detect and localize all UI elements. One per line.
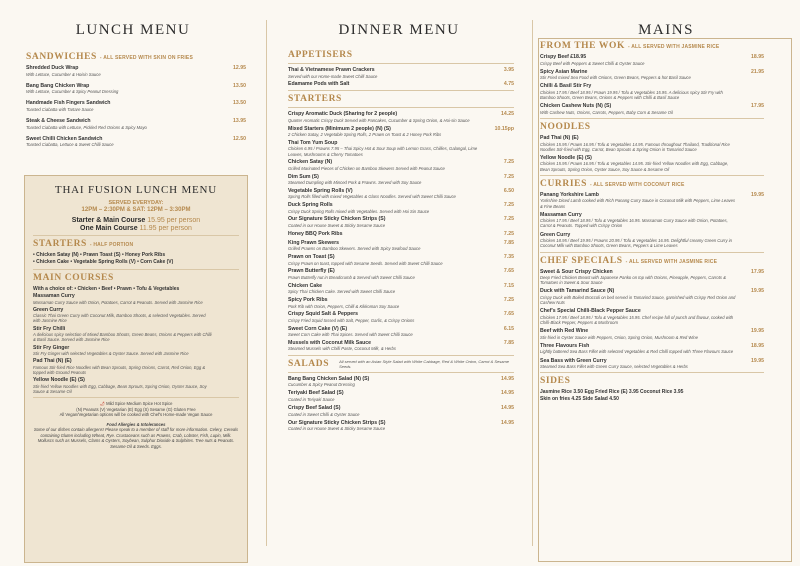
menu-item-price: 19.95 <box>751 328 764 335</box>
menu-item-price: 10.15pp <box>494 125 514 132</box>
menu-item-name: Bang Bang Chicken Wrap <box>26 82 90 89</box>
menu-item-desc: Grilled Marinated Pieces of Chicken on Bamboo Skewers Served with Peanut Sauce <box>288 165 445 171</box>
menu-item-price: 7.25 <box>503 297 514 304</box>
legend-spice: 🌶 Mild Spice Medium Spice Hot Spice <box>99 401 173 407</box>
menu-item-price: 7.65 <box>503 268 514 275</box>
menu-item <box>288 283 514 295</box>
menu-item <box>540 192 764 209</box>
menu-item-price: 7.65 <box>503 311 514 318</box>
menu-item <box>288 202 514 214</box>
menu-item <box>26 65 246 77</box>
menu-item-name: Dim Sum (S) <box>288 173 319 180</box>
menu-item <box>288 390 514 402</box>
menu-item-price: 7.25 <box>503 230 514 237</box>
menu-item-desc: Stir-fried in Oyster Sauce with Peppers, Onion, Spring Onion, Mushroom & Red Wine <box>540 334 698 340</box>
menu-item-name: Bang Bang Chicken Salad (N) (S) <box>288 375 370 382</box>
menu-item-price: 7.85 <box>503 239 514 246</box>
menu-item <box>33 293 239 305</box>
menu-item-name: King Prawn Skewers <box>288 239 340 246</box>
menu-item-desc: Grilled Prawns on Bamboo Skewers. Served with Spicy Seafood Sauce <box>288 246 421 252</box>
menu-item-desc: Chicken 17.95 / Beef 18.95 / Prawn 19.95 / Tofu & Vegetables 15.95. A delicious spicy Stir Fry with Bamboo Shoots, Green Beans, Onions & Peppers with Chilli & Basil Sauce <box>540 89 723 101</box>
menu-item-name: Thai Tom Yum Soup <box>288 139 338 146</box>
menu-item-name: Beef with Red Wine <box>540 328 589 335</box>
menu-item-name: Our Signature Sticky Chicken Strips (S) <box>288 419 386 426</box>
menu-item-name: Mussels with Coconut Milk Sauce <box>288 339 372 346</box>
fusion-box <box>24 175 248 563</box>
menu-item <box>540 308 764 325</box>
menu-item-price: 12.50 <box>233 135 246 142</box>
menu-item-desc: Sweet Corn Cake with Thai Spices. Served with Sweet Chilli Sauce <box>288 332 413 338</box>
menu-item <box>33 326 239 343</box>
menu-item <box>26 83 246 95</box>
lunch-starters-title: STARTERS <box>33 239 87 249</box>
menu-item-desc: Cucumber & Spicy Peanut Dressing <box>288 382 355 388</box>
wok-list <box>540 54 764 115</box>
offer-1: Starter & Main Course 15.95 per person <box>71 217 201 224</box>
menu-item <box>33 345 239 357</box>
menu-item <box>288 254 514 266</box>
menu-item-price: 13.50 <box>233 82 246 89</box>
menu-item <box>288 420 514 432</box>
menu-item-price: 14.95 <box>501 405 514 412</box>
menu-item-desc: Toasted Ciabatta, Lettuce & Sweet Chilli Sauce <box>26 142 114 148</box>
menu-item-name: Three Flavours Fish <box>540 342 590 349</box>
menu-item-name: Mixed Starters (Minimum 2 people) (N) (S) <box>288 125 391 132</box>
menu-item <box>540 54 764 66</box>
menu-item-name: Chilli & Basil Stir Fry <box>540 83 592 90</box>
wok-title: FROM THE WOK <box>540 41 625 51</box>
sides-title: SIDES <box>540 376 571 387</box>
served-hours: 12PM – 2:30PM & SAT: 12PM – 3:30PM <box>81 207 191 213</box>
menu-item-desc: Massaman Curry Sauce with Onion, Potatoes, Carrot & Peanuts. Served with Jasmine Rice <box>33 299 203 305</box>
offer-2: One Main Course 11.95 per person <box>80 225 192 232</box>
menu-item-name: Handmade Fish Fingers Sandwich <box>26 100 111 107</box>
menu-item <box>26 136 246 148</box>
menu-item <box>288 240 514 252</box>
menu-item <box>288 376 514 388</box>
menu-item-desc: Steamed Sea Bass Fillet with Green Curry Sauce, selected Vegetables & Herbs <box>540 364 688 370</box>
menu-item <box>288 216 514 228</box>
menu-item <box>540 135 764 152</box>
menu-item-name: Sweet & Sour Crispy Chicken <box>540 268 613 275</box>
menu-item-name: Spicy Pork Ribs <box>288 297 328 304</box>
menu-item-name: Sea Bass with Green Curry <box>540 357 607 364</box>
menu-item-name: Crispy Beef £18.95 <box>540 54 587 60</box>
menu-item-name: Crispy Squid Salt & Peppers <box>288 311 359 318</box>
menu-item-name: Chicken Cashew Nuts (N) (S) <box>540 103 612 110</box>
menu-item-desc: Steamed Dumpling with Minced Pork & Prawns. Served with Soy Sauce <box>288 180 422 186</box>
menu-item-price: 14.95 <box>501 390 514 397</box>
menu-item-name: Yellow Noodle (E) (S) <box>540 154 592 161</box>
allergy-text: Some of our dishes contain allergens! Please speak to a member of staff for more information. Celery, Cereals containing Gluten including Wheat, Rye. Crustaceans such as Prawns, Crab, Lobster, Fish, Lupin, Milk. Molluscs such as Mussels, Clams & Oysters, Soybean, Sulphur Dioxide & Sulphites. Tree nuts & Peanuts. Sesame Oil & Seeds. Eggs. <box>33 427 239 449</box>
menu-item-desc: Stir Fried mixed Sea Food with Onions, Green Beans, Peppers & hot Basil Sauce <box>540 75 691 81</box>
menu-item-price: 6.15 <box>503 325 514 332</box>
sandwiches-sub: - ALL SERVED WITH SKIN ON FRIES <box>99 55 193 61</box>
menu-item <box>288 231 514 238</box>
menu-item-price: 7.15 <box>503 282 514 289</box>
menu-item-desc: Served with our Home-made Sweet Chilli Sauce <box>288 73 378 79</box>
menu-item-name: Honey BBQ Pork Ribs <box>288 230 343 237</box>
menu-item-desc: Toasted Ciabatta with Tartare Sauce <box>26 106 94 112</box>
menu-item-desc: Lightly battered Sea Bass Fillet with selected Vegetables & Red Chilli topped with Three Flavours Sauce <box>540 349 734 355</box>
menu-item-name: Green Curry <box>33 306 64 313</box>
menu-item-name: Chef's Special Chilli-Black Pepper Sauce <box>540 308 641 315</box>
menu-item-price: 19.95 <box>751 191 764 198</box>
curry-list <box>540 192 764 249</box>
menu-item-desc: Deep Fried Chicken Breast with Japanese Panko on top with Onions, Pineapple, Peppers, Carrots & Tomatoes in Sweet & Sour Sauce <box>540 275 726 286</box>
salads-title: SALADS <box>288 358 330 369</box>
menu-item-desc: Steamed Mussels with Chilli Paste, Coconut Milk, & Herbs <box>288 346 396 352</box>
menu-item-desc: 2 Chicken Satay, 2 Vegetable Spring Rolls, 2 Prawn on Toast & 2 Honey Pork Ribs <box>288 132 442 137</box>
menu-item-desc: Crispy Duck with Boiled Broccoli on bed served in Tamarind Sauce, garnished with Crispy Red Onion and Cashew Nuts <box>540 294 736 306</box>
menu-item <box>288 340 514 352</box>
menu-item-desc: Prawn Butterfly nut in Breadcrumb & Served with Sweet Chilli Sauce <box>288 274 415 280</box>
menu-item-price: 19.95 <box>751 357 764 364</box>
menu-item-desc: Famous Stir-fried Rice Noodles with Bean Sprouts, Spring Onions, Carrot, Red Onion, Egg & topped with Ground Peanuts <box>33 364 206 375</box>
curries-title: CURRIES <box>540 178 587 189</box>
menu-item <box>288 126 514 138</box>
menu-item-name: Vegetable Spring Rolls (V) <box>288 187 353 194</box>
menu-item <box>288 81 514 88</box>
chef-sub: - ALL SERVED WITH JASMINE RICE <box>625 258 718 265</box>
menu-item-name: Stir Fry Ginger <box>33 344 70 351</box>
menu-item-name: Sweet Corn Cake (V) (E) <box>288 325 348 332</box>
menu-item-desc: Chicken 6.95 / Prawns 7.95 – Thai Spicy Hot & Sour Soup with Lemon Grass, Chillies, Galangal, Lime Leaves, Mushrooms & Cherry Tomatoes <box>288 146 478 157</box>
menu-item <box>540 69 764 81</box>
menu-item-name: Crispy Beef Salad (S) <box>288 405 341 412</box>
menu-item-name: Green Curry <box>540 231 571 238</box>
menu-item <box>540 269 764 286</box>
menu-item-desc: Coated in our House Sweet & Sticky Sesame Sauce <box>288 426 386 432</box>
menu-item-name: Duck Spring Rolls <box>288 202 333 209</box>
menu-item <box>288 174 514 186</box>
menu-item-price: 14.95 <box>501 419 514 426</box>
served-label: SERVED EVERYDAY: <box>108 200 164 206</box>
menu-item-name: Steak & Cheese Sandwich <box>26 118 91 125</box>
sandwich-list <box>26 65 246 148</box>
menu-item <box>540 155 764 172</box>
menu-item <box>288 188 514 200</box>
menu-item-name: Massaman Curry <box>33 293 75 299</box>
menu-item <box>288 326 514 338</box>
menu-item-desc: Stir Fry Ginger with selected Vegetables & Oyster Sauce. Served with Jasmine Rice <box>33 351 189 357</box>
menu-item-price: 7.85 <box>503 339 514 346</box>
menu-item <box>288 311 514 323</box>
wok-sub: - ALL SERVED WITH JASMINE RICE <box>627 44 720 50</box>
chef-title: CHEF SPECIALS <box>540 255 623 266</box>
mains-title: MAINS <box>638 22 694 38</box>
menu-item-desc: Crispy Fried Squid tossed with Salt, Pepper, Garlic, & Crispy Onions <box>288 317 415 323</box>
menu-item-price: 12.95 <box>233 65 246 71</box>
menu-item <box>288 268 514 280</box>
menu-item-name: Stir Fry Chilli <box>33 325 66 332</box>
menu-item-desc: Coated in Sweet Chilli & Oyster Sauce <box>288 411 360 417</box>
legend-vegan: All Vegan/Vegetarian options will be cooked with Chef's Home-made Vegan Sauce <box>59 412 213 418</box>
menu-item-name: Shredded Duck Wrap <box>26 65 79 71</box>
lunch-starters-line2: • Chicken Cake • Vegetable Spring Rolls (V) • Corn Cake (V) <box>33 259 174 265</box>
menu-item-desc: Stir-fried Yellow Noodles with Egg, Cabbage, Bean Sprouts, Spring Onion, Oyster Sauce, Soy Sauce & Sesame Oil <box>33 383 207 394</box>
sides-line1: Jasmine Rice 3.50 Egg Fried Rice (E) 3.95 Coconut Rice 3.95 <box>540 389 684 396</box>
menu-item-price: 21.95 <box>751 68 764 75</box>
salad-list <box>288 376 514 432</box>
menu-item <box>288 159 514 171</box>
dinner-starters-title: STARTERS <box>288 94 342 105</box>
menu-item-name: Edamame Pods with Salt <box>288 80 350 87</box>
starter-list <box>288 111 514 351</box>
menu-item-desc: With Lettuce, Cucumber & Hoisin Sauce <box>26 71 101 77</box>
menu-item-price: 13.50 <box>233 100 246 107</box>
noodle-list <box>540 135 764 172</box>
menu-item <box>26 118 246 130</box>
menu-item-price: 18.95 <box>751 54 764 60</box>
menu-item-name: Spicy Asian Marine <box>540 68 588 75</box>
sandwiches-title: SANDWICHES <box>26 52 97 62</box>
sides-line2: Skin on fries 4.25 Side Salad 4.50 <box>540 396 619 403</box>
lunch-title: LUNCH MENU <box>75 22 191 38</box>
menu-item-price: 7.25 <box>503 173 514 180</box>
menu-item <box>540 358 764 370</box>
menu-item <box>288 67 514 79</box>
menu-item-price: 14.95 <box>501 375 514 382</box>
menu-item <box>33 377 239 394</box>
menu-item-desc: Chicken 18.95 / Beef 19.95 / Prawns 20.95 / Tofu & Vegetables 16.95. Delightful creamy Green Curry in Coconut Milk with Bamboo Shoots, Green Beans, Peppers & Lime Leaves <box>540 238 732 249</box>
menu-item-desc: Spring Rolls filled with mixed Vegetables & Glass Noodles. Served with Sweet Chilli Sauce <box>288 194 456 200</box>
menu-item <box>288 405 514 417</box>
dinner-title: DINNER MENU <box>338 22 460 38</box>
menu-item <box>288 111 514 123</box>
menu-item-name: Our Signature Sticky Chicken Strips (S) <box>288 216 386 223</box>
menu-item-price: 7.25 <box>503 216 514 223</box>
menu-item-name: Pad Thai (N) (E) <box>33 358 72 365</box>
menu-item <box>288 297 514 309</box>
menu-item-price: 19.95 <box>751 288 764 295</box>
menu-item-name: Crispy Aromatic Duck (Sharing for 2 people) <box>288 111 398 118</box>
menu-item <box>540 103 764 115</box>
menu-item-price: 3.95 <box>503 67 514 73</box>
menu-item-name: Chicken Satay (N) <box>288 159 333 166</box>
menu-item-desc: Chicken 15.95 / Prawn 16.95 / Tofu & Vegetables 14.95. Famous throughout Thailand, Traditional Rice Noodles Stir-fried with Egg, Carrot, Bean Sprouts & Spring Onion in Tamarind Sauce <box>540 141 730 152</box>
lunch-mains-title: MAIN COURSES <box>33 273 114 283</box>
menu-item-name: Duck with Tamarind Sauce (N) <box>540 288 615 295</box>
menu-item-price: 7.25 <box>503 202 514 209</box>
menu-item-price: 18.95 <box>751 342 764 349</box>
menu-item-desc: Chicken 17.95 / Beef 18.95 / Tofu & Vegetables 16.95. Massaman Curry Sauce with Onion, Potatoes, Carrot & Peanuts. Topped with Crispy Onion <box>540 218 728 229</box>
menu-item-desc: Spicy Thai Chicken Cake. Served with Sweet Chilli Sauce <box>288 289 396 295</box>
curries-sub: - ALL SERVED WITH COCONUT RICE <box>589 181 685 188</box>
menu-item-name: Massaman Curry <box>540 211 582 218</box>
menu-item-name: Teriyaki Beef Salad (S) <box>288 390 344 397</box>
menu-item <box>33 307 239 324</box>
menu-item <box>540 212 764 229</box>
menu-item-desc: Crispy Beef with Peppers & Sweet Chilli & Oyster Sauce <box>540 60 645 66</box>
menu-item-price: 13.95 <box>233 118 246 125</box>
menu-item <box>540 83 764 100</box>
menu-item <box>540 288 764 305</box>
menu-item-price: 14.25 <box>501 111 514 118</box>
menu-item-desc: With Lettuce, Cucumber & Spicy Peanut Dressing <box>26 89 119 95</box>
menu-item-desc: Coated in Teriyaki Sauce <box>288 396 335 402</box>
sandwiches-section <box>26 52 246 154</box>
menu-item <box>33 358 239 375</box>
menu-item-desc: Toasted Ciabatta with Lettuce, Pickled Red Onions & Spicy Mayo <box>26 124 147 130</box>
menu-item-desc: Yorkshire Diced Lamb cooked with Rich Panang Curry Sauce in Coconut Milk with Peppers, Lime Leaves & Fine Beans <box>540 198 736 209</box>
fusion-title: THAI FUSION LUNCH MENU <box>54 184 218 196</box>
menu-item-price: 6.50 <box>503 187 514 194</box>
menu-item-price: 7.35 <box>503 254 514 261</box>
menu-item-name: Thai & Vietnamese Prawn Crackers <box>288 67 375 73</box>
menu-item-desc: Coated in our House Sweet & Sticky Sesame Sauce <box>288 222 386 228</box>
menu-item-desc: Pork Rib with Onion, Peppers, Chilli & Kikkoman Soy Sauce <box>288 303 400 309</box>
lunch-column <box>0 0 266 566</box>
menu-item-desc: Crispy Duck Spring Rolls mixed with Vegetables. Served with Hoi Sin Sauce <box>288 208 430 214</box>
menu-item <box>540 232 764 249</box>
menu-item <box>540 328 764 340</box>
menu-item-name: Pad Thai (N) (E) <box>540 135 579 142</box>
menu-item-price: 17.95 <box>751 268 764 275</box>
menu-item-desc: Classic Thai Green Curry with Coconut Milk, Bamboo Shoots, & selected Vegetables. Served with Jasmine Rice <box>33 313 206 324</box>
salads-sub: All served with an Asian Style Salad with White Cabbage, Red & White Onion, Carrot & Sesame Seeds. <box>339 358 510 369</box>
menu-item-desc: With Cashew Nuts, Onions, Carrots, Peppers, Baby Corn & Sesame Oil <box>540 109 673 115</box>
menu-item-name: Chicken Cake <box>288 282 323 289</box>
appetiser-list <box>288 67 514 87</box>
menu-item-name: Prawn on Toast (S) <box>288 254 335 261</box>
lunch-choice: With a choice of: • Chicken • Beef • Prawn • Tofu & Vegetables <box>33 286 180 292</box>
menu-item-price: 7.25 <box>503 159 514 166</box>
menu-item-price: 17.95 <box>751 103 764 110</box>
menu-item-price: 4.75 <box>503 80 514 87</box>
lunch-starters-line1: • Chicken Satay (N) • Prawn Toast (S) • Honey Pork Ribs <box>33 252 166 258</box>
dinner-column <box>266 0 532 566</box>
menu-item-desc: Quarter Aromatic Crispy Duck Served with Pancakes, Cucumber & Spring Onion, & Hoi-sin Sauce <box>288 117 470 123</box>
lunch-mains-list <box>33 293 239 394</box>
lunch-starters-sub: - HALF PORTION <box>89 242 134 248</box>
chef-list <box>540 269 764 370</box>
menu-item <box>288 140 514 157</box>
allergy-title: Food Allergies & Intolerances <box>106 421 166 427</box>
menu-item-name: Prawn Butterfly (E) <box>288 268 335 275</box>
menu-item <box>26 100 246 112</box>
menu-item-name: Yellow Noodle (E) (S) <box>33 377 85 384</box>
legend-allergens: (N) Peanuts (V) Vegetarian (E) Egg (S) Sesame (G) Gluten Free <box>76 406 196 412</box>
menu-item-desc: Chicken 17.95 / Beef 18.95 / Tofu & Vegetables 15.95. Chef recipe full of punch and flavour, cooked with Chilli-Black Pepper, Peppers & Mushroom <box>540 314 734 326</box>
chilli-icon: 🌶 <box>99 401 105 407</box>
menu-item <box>540 343 764 355</box>
menu-item-desc: Chicken 15.95 / Prawn 16.95 / Tofu & Vegetables 14.95. Stir-fried Yellow Noodles with Egg, Cabbage, Bean Sprouts, Spring Onion, Oyster Sauce, Soy Sauce & Sesame Oil <box>540 161 729 172</box>
menu-item-desc: Crispy Prawn on toast, topped with Sesame Seeds. Served with Sweet Chilli Sauce <box>288 260 443 266</box>
menu-item-name: Sweet Chilli Chicken Sandwich <box>26 135 103 142</box>
noodles-title: NOODLES <box>540 122 591 133</box>
appetisers-title: APPETISERS <box>288 50 353 60</box>
menu-item-name: Panang Yorkshire Lamb <box>540 191 599 198</box>
menu-item-desc: A delicious spicy selection of Mixed Bamboo Shoots, Green Beans, Onions & Peppers with Chilli & Basil Sauce. Served with Jasmine Rice <box>33 332 212 343</box>
mains-column <box>532 0 800 566</box>
